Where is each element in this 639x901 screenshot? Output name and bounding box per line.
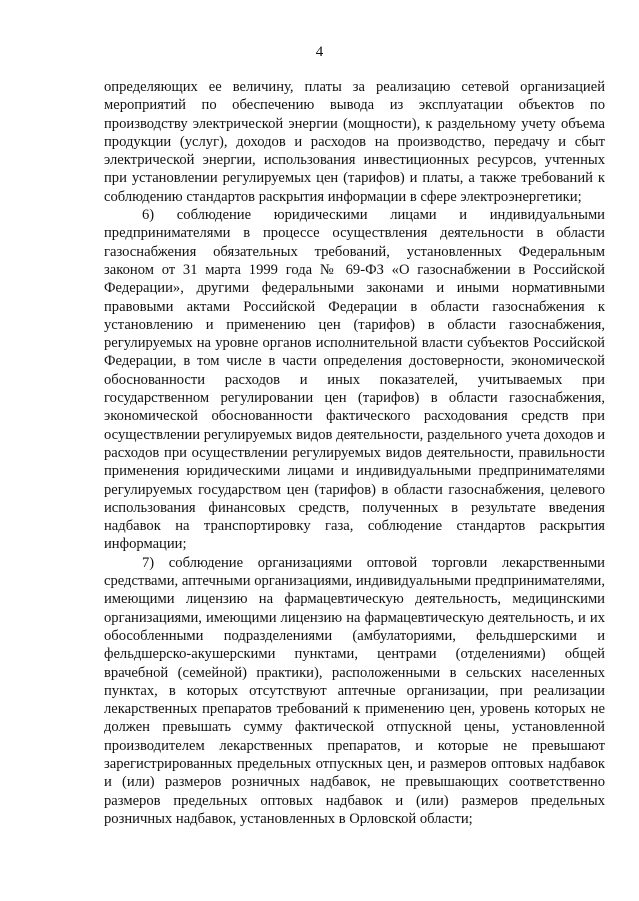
- page-number: 4: [315, 44, 324, 60]
- document-body: [104, 78, 605, 828]
- paragraph-continuation: определяющих ее величину, платы за реализацию сетевой организацией мероприятий по обеспечению вывода из эксплуатации объектов по производству электрической энергии (мощности), к раздельному учету объема продукции (услуг), доходов и расходов на производство, передачу и сбыт электрической энергии, использования инвестиционных ресурсов, учтенных при установлении регулируемых цен (тарифов) и платы, а также требований к соблюдению стандартов раскрытия информации в сфере электроэнергетики;: [104, 79, 605, 205]
- paragraph-item-7: 7) соблюдение организациями оптовой торговли лекарственными средствами, аптечными организациями, индивидуальными предпринимателями, имеющими лицензию на фармацевтическую деятельность, медицинскими организациями, имеющими лицензию на фармацевтическую деятельность, и их обособленными подразделениями (амбулаториями, фельдшерскими и фельдшерско-акушерскими пунктами, центрами (отделениями) общей врачебной (семейной) практики), расположенными в сельских населенных пунктах, в которых отсутствуют аптечные организации, при реализации лекарственных препаратов требований к применению цен, уровень которых не должен превышать сумму фактической отпускной цены, установленной производителем лекарственных препаратов, и которые не превышают зарегистрированных предельных отпускных цен, и размеров оптовых надбавок и (или) размеров розничных надбавок, не превышающих соответственно размеров предельных оптовых надбавок и (или) размеров предельных розничных надбавок, установленных в Орловской области;: [104, 554, 605, 827]
- paragraph-item-6: 6) соблюдение юридическими лицами и индивидуальными предпринимателями в процессе осуществления деятельности в области газоснабжения обязательных требований, установленных Федеральным законом от 31 марта 1999 года № 69-ФЗ «О газоснабжении в Российской Федерации», другими федеральными законами и иными нормативными правовыми актами Российской Федерации в области газоснабжения к установлению и применению цен (тарифов) в области газоснабжения, регулируемых на уровне органов исполнительной власти субъектов Российской Федерации, в том числе в части определения достоверности, экономической обоснованности расходов и иных показателей, учитываемых при государственном регулировании цен (тарифов) в области газоснабжения, экономической обоснованности фактического расходования средств при осуществлении регулируемых видов деятельности, раздельного учета доходов и расходов при осуществлении регулируемых видов деятельности, правильности применения юридическими лицами и индивидуальными предпринимателями регулируемых государством цен (тарифов) в области газоснабжения, целевого использования финансовых средств, полученных в результате введения надбавок на транспортировку газа, соблюдение стандартов раскрытия информации;: [104, 207, 605, 553]
